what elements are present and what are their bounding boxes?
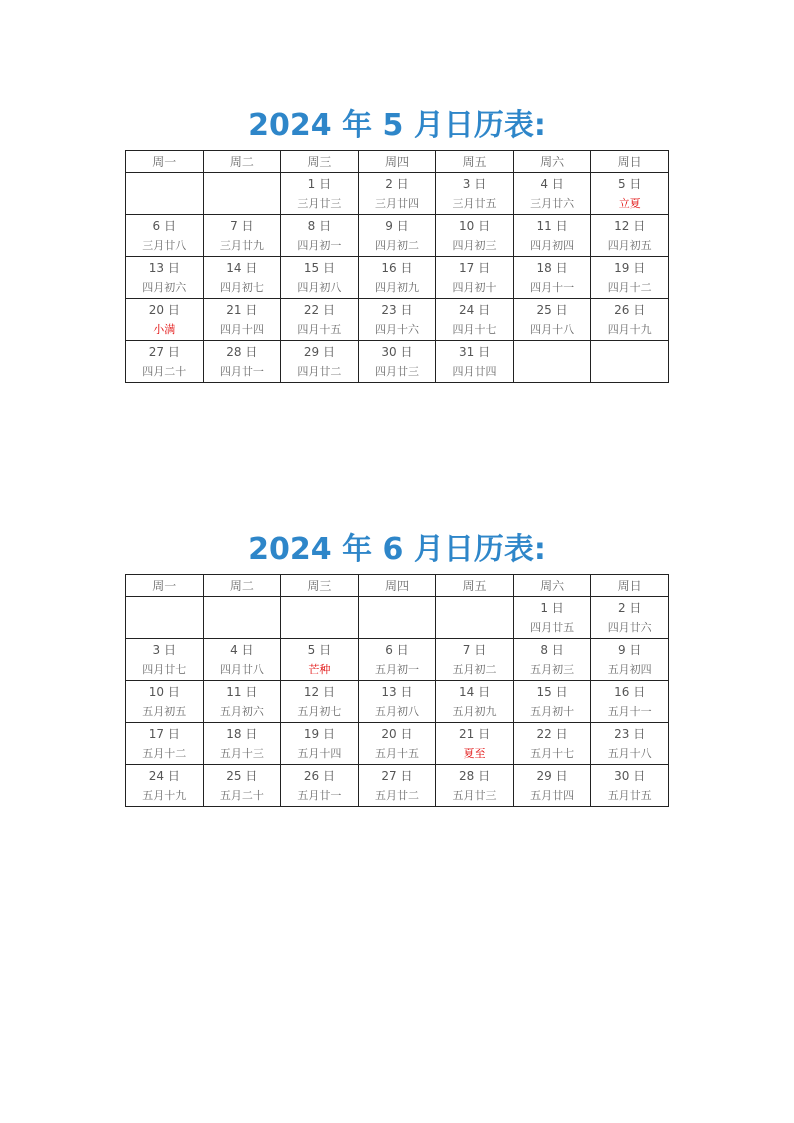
week-row xyxy=(126,597,669,639)
day-cell xyxy=(591,681,669,723)
day-cell xyxy=(436,299,514,341)
day-cell xyxy=(203,639,281,681)
lunar-date: 四月初一 xyxy=(297,238,342,252)
day-cell xyxy=(513,639,591,681)
lunar-date: 五月廿二 xyxy=(374,788,419,802)
lunar-date: 四月十七 xyxy=(452,322,497,336)
day-number: 25 日 xyxy=(226,768,258,783)
day-cell xyxy=(203,215,281,257)
weekday-header: 周五 xyxy=(436,151,514,173)
day-cell xyxy=(358,341,436,383)
day-number: 21 日 xyxy=(458,726,491,741)
day-cell xyxy=(358,681,436,723)
lunar-date: 四月初八 xyxy=(297,280,342,294)
solar-term-label: 立夏 xyxy=(618,196,641,210)
calendar-title: 2024 年 6 月日历表: xyxy=(248,532,546,567)
day-cell xyxy=(358,639,436,681)
day-cell xyxy=(203,299,281,341)
lunar-date: 五月十三 xyxy=(219,746,264,760)
day-number: 20 日 xyxy=(381,726,413,741)
day-cell xyxy=(591,765,669,807)
day-cell xyxy=(591,597,669,639)
weekday-header: 周四 xyxy=(358,575,436,597)
day-cell xyxy=(281,173,359,215)
day-number: 28 日 xyxy=(226,344,258,359)
lunar-date: 五月十九 xyxy=(142,788,187,802)
day-cell xyxy=(358,215,436,257)
week-row xyxy=(126,681,669,723)
day-number: 18 日 xyxy=(536,260,568,275)
day-number: 10 日 xyxy=(148,684,180,699)
day-cell xyxy=(513,215,591,257)
weekday-header: 周日 xyxy=(591,575,669,597)
day-number: 9 日 xyxy=(385,218,409,233)
lunar-date: 五月十八 xyxy=(607,746,652,760)
lunar-date: 五月十一 xyxy=(607,704,652,718)
day-number: 26 日 xyxy=(303,768,335,783)
day-number: 8 日 xyxy=(307,218,332,233)
day-number: 5 日 xyxy=(307,642,332,657)
day-number: 17 日 xyxy=(148,726,180,741)
lunar-date: 四月初四 xyxy=(530,238,575,252)
day-cell xyxy=(591,257,669,299)
day-cell xyxy=(126,765,204,807)
day-cell xyxy=(358,723,436,765)
lunar-date: 五月廿四 xyxy=(530,788,575,802)
day-number: 15 日 xyxy=(536,684,568,699)
day-number: 2 日 xyxy=(385,176,409,191)
weekday-header: 周二 xyxy=(203,151,281,173)
day-cell xyxy=(203,341,281,383)
day-cell xyxy=(436,341,514,383)
empty-cell xyxy=(203,597,281,639)
lunar-date: 五月初五 xyxy=(142,704,187,718)
weekday-header: 周一 xyxy=(126,151,204,173)
day-number: 2 日 xyxy=(617,600,642,615)
day-cell xyxy=(281,215,359,257)
day-cell xyxy=(436,257,514,299)
lunar-date: 三月廿六 xyxy=(530,196,575,210)
lunar-date: 五月初一 xyxy=(374,662,419,676)
day-number: 23 日 xyxy=(614,726,646,741)
day-cell xyxy=(591,215,669,257)
lunar-date: 四月廿八 xyxy=(219,662,264,676)
day-number: 3 日 xyxy=(152,642,176,657)
day-cell xyxy=(203,681,281,723)
lunar-date: 三月廿三 xyxy=(297,196,342,210)
lunar-date: 四月十六 xyxy=(374,322,419,336)
lunar-date: 五月初三 xyxy=(530,662,575,676)
lunar-date: 四月初五 xyxy=(607,238,652,252)
day-number: 24 日 xyxy=(458,302,491,317)
day-number: 18 日 xyxy=(226,726,258,741)
day-number: 12 日 xyxy=(303,684,335,699)
weekday-header-row xyxy=(126,575,669,597)
day-number: 15 日 xyxy=(303,260,335,275)
day-number: 27 日 xyxy=(381,768,413,783)
lunar-date: 四月二十 xyxy=(142,364,187,378)
empty-cell xyxy=(436,597,514,639)
lunar-date: 四月初七 xyxy=(219,280,264,294)
day-number: 29 日 xyxy=(303,344,335,359)
day-cell xyxy=(513,681,591,723)
weekday-header: 周六 xyxy=(513,575,591,597)
day-cell xyxy=(358,765,436,807)
day-number: 29 日 xyxy=(536,768,568,783)
day-number: 5 日 xyxy=(617,176,642,191)
day-cell xyxy=(591,299,669,341)
empty-cell xyxy=(513,341,591,383)
day-cell xyxy=(436,765,514,807)
weekday-header: 周日 xyxy=(591,151,669,173)
lunar-date: 四月初六 xyxy=(142,280,187,294)
empty-cell xyxy=(591,341,669,383)
day-cell xyxy=(358,173,436,215)
day-cell xyxy=(591,723,669,765)
day-cell xyxy=(591,173,669,215)
empty-cell xyxy=(126,173,204,215)
day-cell xyxy=(203,723,281,765)
day-cell xyxy=(281,681,359,723)
day-cell xyxy=(126,341,204,383)
day-number: 9 日 xyxy=(617,642,642,657)
lunar-date: 五月初二 xyxy=(452,662,497,676)
calendar-grid xyxy=(125,574,669,807)
day-cell xyxy=(281,341,359,383)
day-number: 22 日 xyxy=(303,302,335,317)
week-row xyxy=(126,215,669,257)
lunar-date: 五月十四 xyxy=(297,746,342,760)
lunar-date: 五月十七 xyxy=(530,746,575,760)
day-number: 21 日 xyxy=(226,302,258,317)
lunar-date: 四月十一 xyxy=(530,280,575,294)
day-number: 7 日 xyxy=(230,218,254,233)
week-row xyxy=(126,765,669,807)
lunar-date: 五月廿三 xyxy=(452,788,497,802)
day-cell xyxy=(358,299,436,341)
day-cell xyxy=(513,299,591,341)
empty-cell xyxy=(281,597,359,639)
day-number: 19 日 xyxy=(303,726,335,741)
day-cell xyxy=(126,723,204,765)
day-cell xyxy=(436,639,514,681)
day-number: 13 日 xyxy=(381,684,413,699)
weekday-header: 周三 xyxy=(281,575,359,597)
week-row xyxy=(126,341,669,383)
lunar-date: 四月初十 xyxy=(452,280,497,294)
day-number: 12 日 xyxy=(614,218,646,233)
day-cell xyxy=(436,681,514,723)
week-row xyxy=(126,257,669,299)
day-cell xyxy=(513,597,591,639)
day-cell xyxy=(358,257,436,299)
day-number: 16 日 xyxy=(381,260,413,275)
day-number: 30 日 xyxy=(381,344,413,359)
day-number: 10 日 xyxy=(458,218,491,233)
day-number: 4 日 xyxy=(230,642,254,657)
lunar-date: 三月廿八 xyxy=(142,238,187,252)
day-number: 4 日 xyxy=(540,176,564,191)
weekday-header: 周一 xyxy=(126,575,204,597)
day-number: 27 日 xyxy=(148,344,180,359)
lunar-date: 五月初六 xyxy=(219,704,264,718)
week-row xyxy=(126,299,669,341)
lunar-date: 四月十五 xyxy=(297,322,342,336)
day-number: 31 日 xyxy=(458,344,491,359)
day-cell xyxy=(436,215,514,257)
day-cell xyxy=(126,257,204,299)
lunar-date: 五月初十 xyxy=(530,704,575,718)
weekday-header: 周二 xyxy=(203,575,281,597)
day-cell xyxy=(281,723,359,765)
day-number: 20 日 xyxy=(148,302,180,317)
empty-cell xyxy=(126,597,204,639)
lunar-date: 四月初三 xyxy=(452,238,497,252)
day-cell xyxy=(126,639,204,681)
day-cell xyxy=(513,257,591,299)
day-number: 22 日 xyxy=(536,726,568,741)
lunar-date: 五月初八 xyxy=(374,704,419,718)
lunar-date: 四月廿七 xyxy=(142,662,187,676)
day-cell xyxy=(513,173,591,215)
day-number: 23 日 xyxy=(381,302,413,317)
week-row xyxy=(126,639,669,681)
lunar-date: 四月十八 xyxy=(530,322,575,336)
empty-cell xyxy=(203,173,281,215)
lunar-date: 四月廿四 xyxy=(452,364,497,378)
day-number: 7 日 xyxy=(462,642,487,657)
solar-term-label: 夏至 xyxy=(463,746,486,760)
lunar-date: 四月廿三 xyxy=(374,364,419,378)
weekday-header-row xyxy=(126,151,669,173)
day-cell xyxy=(513,765,591,807)
week-row xyxy=(126,173,669,215)
lunar-date: 四月十九 xyxy=(607,322,652,336)
day-number: 11 日 xyxy=(226,684,258,699)
lunar-date: 五月廿五 xyxy=(607,788,652,802)
day-number: 14 日 xyxy=(226,260,258,275)
week-row xyxy=(126,723,669,765)
day-number: 24 日 xyxy=(148,768,180,783)
calendar-june xyxy=(125,530,669,807)
day-number: 1 日 xyxy=(540,600,564,615)
calendar-grid xyxy=(125,150,669,383)
lunar-date: 五月十二 xyxy=(142,746,187,760)
day-cell xyxy=(281,257,359,299)
empty-cell xyxy=(358,597,436,639)
day-cell xyxy=(203,257,281,299)
day-number: 26 日 xyxy=(614,302,646,317)
day-number: 3 日 xyxy=(462,176,487,191)
lunar-date: 五月廿一 xyxy=(297,788,342,802)
day-cell xyxy=(436,723,514,765)
day-number: 28 日 xyxy=(458,768,491,783)
day-number: 6 日 xyxy=(152,218,176,233)
lunar-date: 三月廿五 xyxy=(452,196,497,210)
day-number: 19 日 xyxy=(614,260,646,275)
day-cell xyxy=(281,299,359,341)
day-cell xyxy=(591,639,669,681)
day-number: 25 日 xyxy=(536,302,568,317)
lunar-date: 五月初七 xyxy=(297,704,342,718)
day-number: 13 日 xyxy=(148,260,180,275)
day-number: 11 日 xyxy=(536,218,568,233)
weekday-header: 周三 xyxy=(281,151,359,173)
day-cell xyxy=(126,299,204,341)
day-number: 1 日 xyxy=(307,176,332,191)
lunar-date: 四月十四 xyxy=(219,322,264,336)
solar-term-label: 芒种 xyxy=(308,662,331,676)
solar-term-label: 小满 xyxy=(153,322,176,336)
calendar-title: 2024 年 5 月日历表: xyxy=(248,108,546,143)
lunar-date: 四月廿五 xyxy=(530,620,575,634)
lunar-date: 四月初九 xyxy=(374,280,419,294)
weekday-header: 周四 xyxy=(358,151,436,173)
day-cell xyxy=(203,765,281,807)
day-number: 6 日 xyxy=(385,642,409,657)
lunar-date: 三月廿九 xyxy=(219,238,264,252)
day-number: 8 日 xyxy=(540,642,564,657)
day-cell xyxy=(281,765,359,807)
lunar-date: 五月十五 xyxy=(374,746,419,760)
lunar-date: 四月廿二 xyxy=(297,364,342,378)
lunar-date: 四月廿六 xyxy=(607,620,652,634)
lunar-date: 五月初四 xyxy=(607,662,652,676)
calendar-may xyxy=(125,106,669,383)
day-cell xyxy=(436,173,514,215)
lunar-date: 五月二十 xyxy=(219,788,264,802)
day-number: 16 日 xyxy=(614,684,646,699)
day-number: 30 日 xyxy=(614,768,646,783)
day-cell xyxy=(281,639,359,681)
lunar-date: 五月初九 xyxy=(452,704,497,718)
lunar-date: 四月廿一 xyxy=(219,364,264,378)
weekday-header: 周五 xyxy=(436,575,514,597)
lunar-date: 四月十二 xyxy=(607,280,652,294)
day-cell xyxy=(513,723,591,765)
lunar-date: 四月初二 xyxy=(374,238,419,252)
day-number: 17 日 xyxy=(458,260,491,275)
day-number: 14 日 xyxy=(458,684,491,699)
lunar-date: 三月廿四 xyxy=(374,196,419,210)
weekday-header: 周六 xyxy=(513,151,591,173)
day-cell xyxy=(126,681,204,723)
day-cell xyxy=(126,215,204,257)
